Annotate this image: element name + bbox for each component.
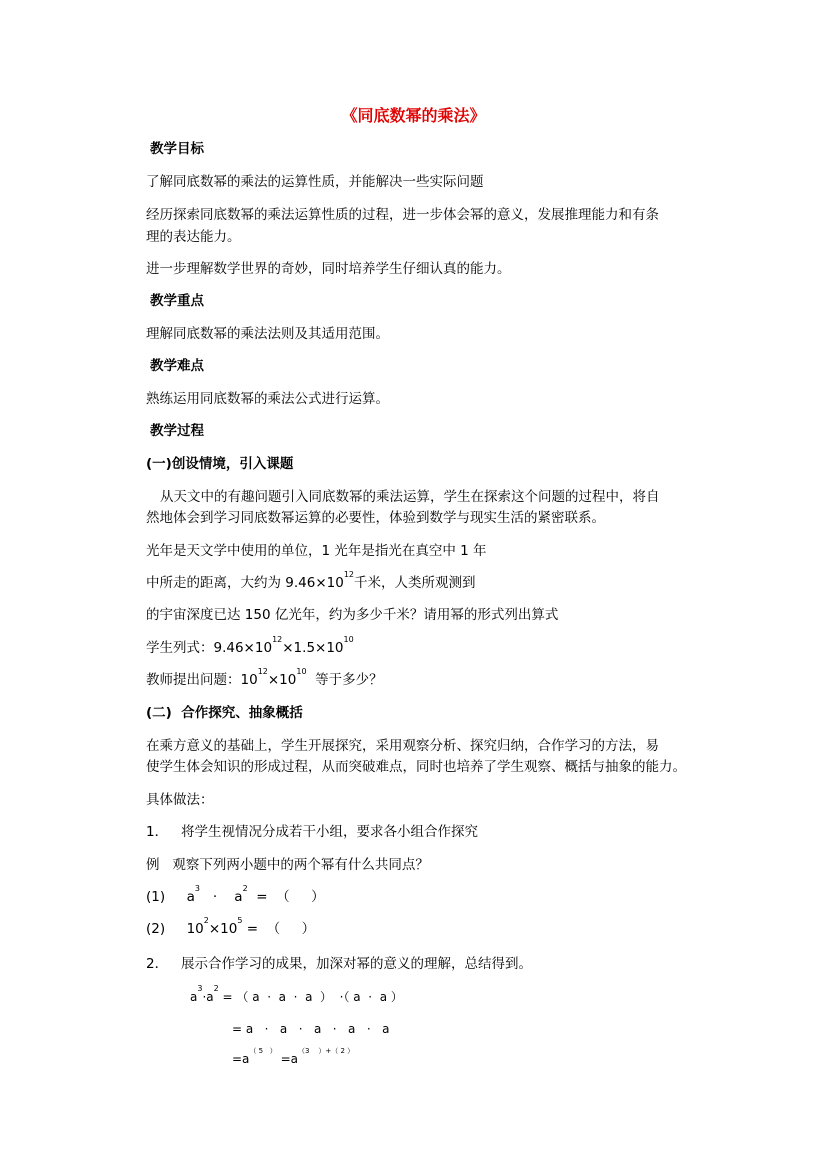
formula-line-1	[190, 984, 403, 1006]
section-2-para-line-1: 在乘方意义的基础上，学生开展探究，采用观察分析、探究归纳，合作学习的方法，易	[146, 738, 659, 754]
difficulties-text: 熟练运用同底数幂的乘法公式进行运算。	[146, 391, 389, 407]
section-1-heading: (一)创设情境，引入课题	[146, 456, 294, 472]
formula-1-mid: ·a	[202, 990, 214, 1004]
exponent: 12	[272, 635, 283, 644]
exponent: 12	[257, 667, 268, 676]
step-1: 1． 将学生视情况分成若干小组，要求各小组合作探究	[146, 824, 478, 840]
key-points-heading: 教学重点	[150, 293, 204, 309]
goal-1: 了解同底数幂的乘法的运算性质，并能解决一些实际问题	[146, 174, 484, 190]
teacher-question-tail: 等于多少？	[306, 672, 383, 688]
goal-3: 进一步理解数学世界的奇妙，同时培养学生仔细认真的能力。	[146, 261, 511, 277]
goal-2-line-1: 经历探索同底数幂的乘法运算性质的过程，进一步体会幂的意义，发展推理能力和有条	[146, 207, 659, 223]
teacher-question-text: 教师提出问题：10	[146, 672, 258, 688]
example-line: 例 观察下列两小题中的两个幂有什么共同点？	[146, 857, 429, 873]
light-year-line-2-tail: 千米，人类所观测到	[354, 575, 476, 591]
method-label: 具体做法：	[146, 792, 214, 808]
student-expression-mid: ×1.5×10	[282, 640, 344, 656]
exponent: 3	[194, 884, 200, 893]
section-1-para-line-2: 然地体会到学习同底数幂运算的必要性，体验到数学与现实生活的紧密联系。	[146, 510, 605, 526]
question-1-text: (1) a	[146, 889, 195, 905]
formula-line-3	[232, 1047, 355, 1068]
section-1-para-line-1: 从天文中的有趣问题引入同底数幂的乘法运算，学生在探索这个问题的过程中，将自	[160, 489, 660, 505]
key-points-text: 理解同底数幂的乘法法则及其适用范围。	[146, 326, 389, 342]
exponent: 2	[242, 884, 248, 893]
exponent: 3	[197, 984, 203, 993]
question-1	[146, 884, 325, 906]
exponent: 12	[343, 570, 355, 579]
question-1-tail: = （ ）	[247, 889, 325, 905]
exponent: 5	[237, 916, 243, 925]
question-2-text: (2) 10	[146, 921, 204, 937]
section-2-para-line-2: 使学生体会知识的形成过程，从而突破难点，同时也培养了学生观察、概括与抽象的能力。	[146, 759, 686, 775]
formula-1-tail: = （ a · a · a ） ·（ a · a ）	[218, 990, 403, 1004]
question-2	[146, 916, 316, 938]
exponent: （ 5 ）	[249, 1047, 277, 1055]
step-2: 2． 展示合作学习的成果，加深对幂的意义的理解，总结得到。	[146, 956, 532, 972]
exponent: 2	[203, 916, 209, 925]
question-1-mid: · a	[199, 889, 243, 905]
light-year-line-2-text: 中所走的距离，大约为 9.46×10	[146, 575, 344, 591]
question-2-tail: = （ ）	[242, 921, 316, 937]
difficulties-heading: 教学难点	[150, 358, 204, 374]
light-year-line-1: 光年是天文学中使用的单位，1 光年是指光在真空中 1 年	[146, 543, 487, 559]
teacher-question	[146, 667, 383, 689]
exponent: （3 ）+（ 2 ）	[298, 1047, 355, 1055]
exponent: 10	[343, 635, 354, 644]
goals-heading: 教学目标	[150, 141, 204, 157]
student-expression-text: 学生列式：9.46×10	[146, 640, 273, 656]
process-heading: 教学过程	[150, 423, 204, 439]
goal-2-line-2: 理的表达能力。	[146, 229, 241, 245]
formula-line-2: = a · a · a · a · a	[232, 1022, 390, 1036]
exponent: 10	[296, 667, 307, 676]
document-title: 《同底数幂的乘法》	[341, 106, 486, 125]
question-2-mid: ×10	[208, 921, 238, 937]
formula-1-base: a	[190, 990, 198, 1004]
light-year-line-3: 的宇宙深度已达 150 亿光年，约为多少千米？请用幂的形式列出算式	[146, 607, 559, 623]
exponent: 2	[213, 984, 219, 993]
formula-3-base: =a	[232, 1052, 250, 1066]
section-2-heading: (二) 合作探究、抽象概括	[146, 705, 303, 721]
formula-3-mid: =a	[276, 1052, 299, 1066]
light-year-line-2	[146, 570, 476, 592]
student-expression	[146, 635, 354, 657]
teacher-question-mid: ×10	[267, 672, 297, 688]
